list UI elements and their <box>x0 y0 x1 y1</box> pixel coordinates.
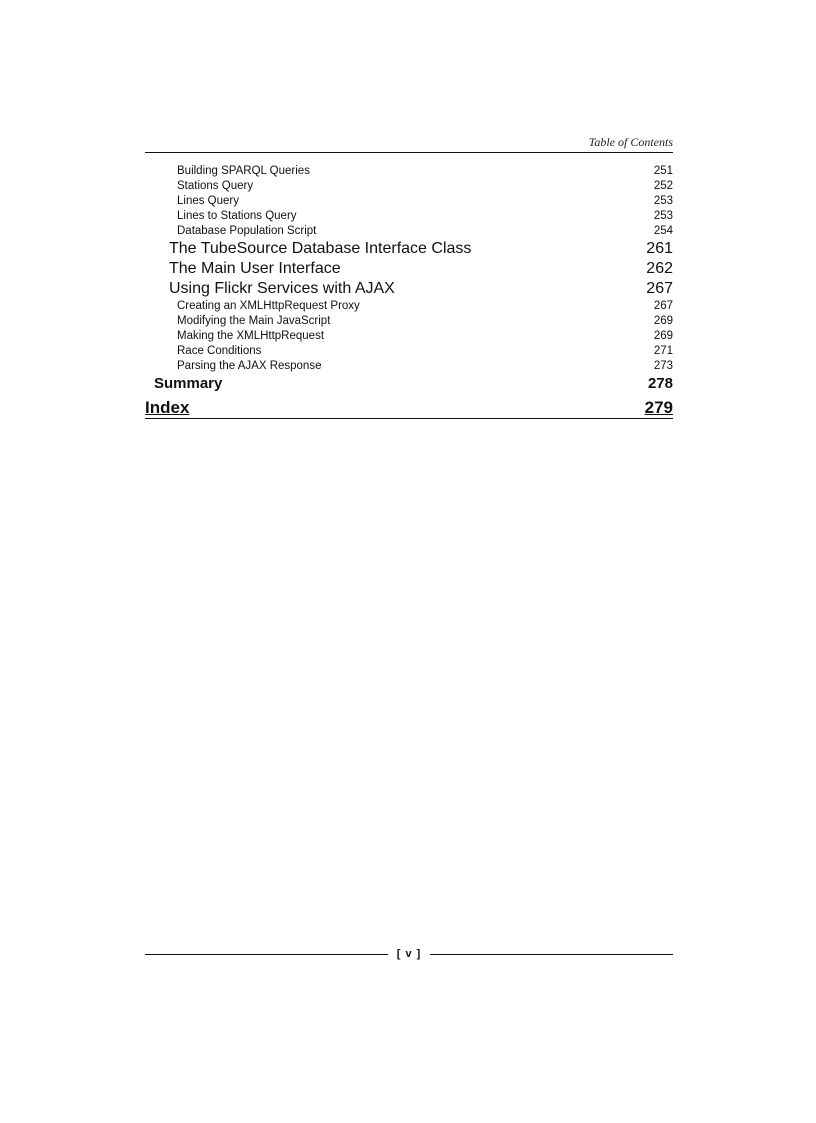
table-of-contents <box>145 164 673 419</box>
toc-entry-title: Stations Query <box>177 180 254 192</box>
toc-entry-page: 269 <box>653 330 673 342</box>
toc-section-title: The TubeSource Database Interface Class <box>169 240 472 257</box>
toc-section-title: Using Flickr Services with AJAX <box>169 280 395 297</box>
toc-entry-page: 252 <box>653 180 673 192</box>
toc-entry[interactable] <box>145 344 673 359</box>
toc-summary-page: 278 <box>647 375 673 392</box>
toc-entry-page: 273 <box>653 360 673 372</box>
toc-entry-title: Modifying the Main JavaScript <box>177 315 331 327</box>
toc-chapter-section[interactable] <box>145 374 673 394</box>
toc-entry-title: Database Population Script <box>177 225 317 237</box>
toc-entry[interactable] <box>145 209 673 224</box>
toc-section-title: The Main User Interface <box>169 260 341 277</box>
header-rule <box>145 152 673 153</box>
toc-section-page: 261 <box>646 240 673 257</box>
toc-entry-page: 271 <box>653 345 673 357</box>
toc-section-page: 267 <box>646 280 673 297</box>
toc-entry-title: Creating an XMLHttpRequest Proxy <box>177 300 360 312</box>
toc-entry-title: Lines to Stations Query <box>177 210 297 222</box>
toc-entry-page: 267 <box>653 300 673 312</box>
toc-entry-title: Building SPARQL Queries <box>177 165 310 177</box>
toc-entry-page: 253 <box>653 195 673 207</box>
footer-rule-left <box>145 954 388 955</box>
toc-entry[interactable] <box>145 179 673 194</box>
toc-entry-title: Parsing the AJAX Response <box>177 360 322 372</box>
toc-entry-title: Race Conditions <box>177 345 262 357</box>
toc-entry[interactable] <box>145 224 673 239</box>
toc-entry-page: 254 <box>653 225 673 237</box>
toc-section[interactable] <box>145 279 673 299</box>
toc-section[interactable] <box>145 259 673 279</box>
toc-section[interactable] <box>145 239 673 259</box>
toc-entry-page: 251 <box>653 165 673 177</box>
toc-entry[interactable] <box>145 299 673 314</box>
page-footer <box>145 944 673 964</box>
toc-entry[interactable] <box>145 164 673 179</box>
running-header: Table of Contents <box>588 135 673 149</box>
toc-entry-page: 269 <box>653 315 673 327</box>
toc-summary-title: Summary <box>154 375 223 392</box>
toc-entry[interactable] <box>145 359 673 374</box>
toc-index-page: 279 <box>644 398 673 417</box>
footer-rule-right <box>430 954 673 955</box>
toc-index-title: Index <box>145 398 190 417</box>
toc-entry-title: Lines Query <box>177 195 240 207</box>
toc-chapter[interactable] <box>145 398 673 419</box>
toc-section-page: 262 <box>646 260 673 277</box>
page-number: [ v ] <box>396 948 422 960</box>
toc-entry[interactable] <box>145 329 673 344</box>
toc-entry[interactable] <box>145 314 673 329</box>
toc-entry[interactable] <box>145 194 673 209</box>
toc-entry-title: Making the XMLHttpRequest <box>177 330 325 342</box>
toc-entry-page: 253 <box>653 210 673 222</box>
